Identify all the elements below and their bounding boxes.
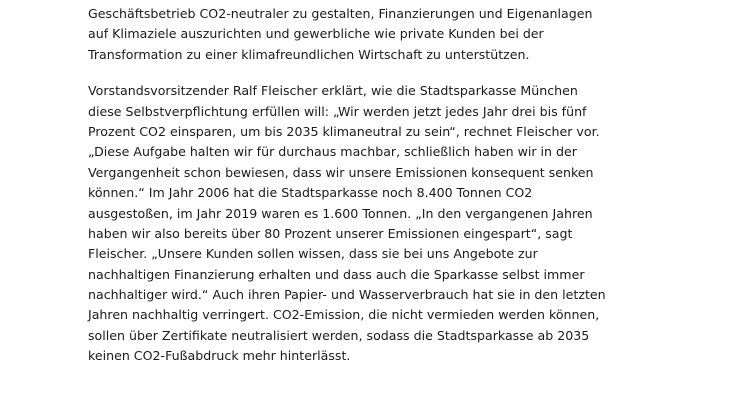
text-line: haben wir also bereits über 80 Prozent unserer Emissionen eingespart“, sagt: [88, 225, 573, 241]
article-body: [88, 4, 648, 367]
text-line: Fleischer. „Unsere Kunden sollen wissen, dass sie bei uns Angebote zur: [88, 246, 538, 262]
paragraph-ceo-statement: [88, 81, 648, 366]
text-line: Vergangenheit schon bewiesen, dass wir unsere Emissionen konsequent senken: [88, 164, 594, 180]
text-line: nachhaltigen Finanzierung erhalten und dass auch die Sparkasse selbst immer: [88, 266, 585, 282]
text-line: Geschäftsbetrieb CO2-neutraler zu gestalten, Finanzierungen und Eigenanlagen: [88, 6, 593, 21]
text-line: sollen über Zertifikate neutralisiert werden, sodass die Stadtsparkasse ab 2035: [88, 327, 590, 343]
paragraph-climate-goals: [88, 4, 648, 65]
text-line: auf Klimaziele auszurichten und gewerbliche wie private Kunden bei der: [88, 26, 544, 42]
text-line: Prozent CO2 einsparen, um bis 2035 klimaneutral zu sein“, rechnet Fleischer vor.: [88, 123, 600, 139]
text-line: nachhaltiger wird.“ Auch ihren Papier- und Wasserverbrauch hat sie in den letzten: [88, 287, 606, 303]
text-line: Transformation zu einer klimafreundlichen Wirtschaft zu unterstützen.: [88, 46, 530, 62]
text-line: diese Selbstverpflichtung erfüllen will: „Wir werden jetzt jedes Jahr drei bis fünf: [88, 103, 587, 119]
text-line: Vorstandsvorsitzender Ralf Fleischer erklärt, wie die Stadtsparkasse München: [88, 83, 578, 99]
text-line: keinen CO2-Fußabdruck mehr hinterlässt.: [88, 348, 351, 364]
text-line: Jahren nachhaltig verringert. CO2-Emission, die nicht vermieden werden können,: [88, 307, 600, 323]
text-line: „Diese Aufgabe halten wir für durchaus machbar, schließlich haben wir in der: [88, 144, 577, 160]
text-line: können.“ Im Jahr 2006 hat die Stadtsparkasse noch 8.400 Tonnen CO2: [88, 185, 533, 201]
text-line: ausgestoßen, im Jahr 2019 waren es 1.600 Tonnen. „In den vergangenen Jahren: [88, 205, 593, 221]
